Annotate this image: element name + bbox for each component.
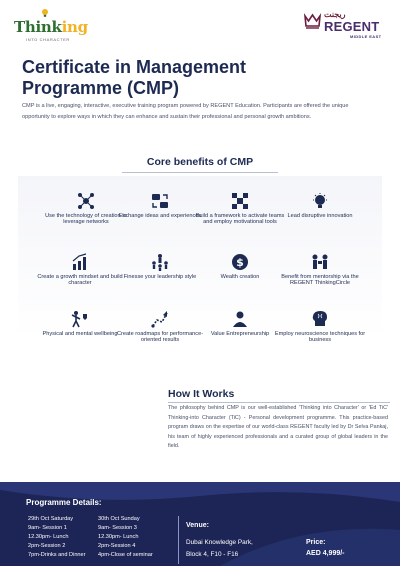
entrepreneur-icon	[231, 310, 249, 328]
schedule-line: 12.30pm- Lunch	[28, 534, 69, 540]
benefit-label: Exchange ideas and experiences	[118, 213, 202, 219]
thinking-logo-text: Thinking	[14, 18, 88, 36]
schedule-line: 4pm-Close of seminar	[98, 552, 153, 558]
benefit-label: Create roadmaps for performance-oriented results	[116, 331, 204, 344]
how-it-works-divider	[168, 402, 390, 403]
price-value: AED 4,999/-	[306, 550, 345, 557]
benefit-label: Lead disruptive innovation	[287, 213, 353, 219]
exchange-icon	[151, 192, 169, 210]
venue-address	[186, 537, 276, 561]
benefit-label: Value Entrepreneurship	[210, 331, 270, 337]
venue-line: Block 4, F10 - F16	[186, 551, 239, 558]
benefit-label: Use the technology of creation to leverage networks	[45, 213, 127, 226]
thinking-logo	[14, 10, 94, 40]
benefits-divider	[122, 172, 278, 173]
regent-brand-text: REGENT	[324, 19, 380, 34]
schedule-line: 9am- Session 1	[28, 525, 67, 531]
network-icon	[77, 192, 95, 210]
lightbulb-icon	[311, 192, 329, 210]
title-line-1: Certificate in Management	[22, 57, 247, 77]
benefit-label: Build a framework to activate teams and employ motivational tools	[195, 213, 285, 226]
schedule-line: 30th Oct Sunday	[98, 516, 140, 522]
leadership-icon	[151, 253, 169, 271]
benefits-heading: Core benefits of CMP	[146, 156, 254, 168]
benefit-label: Benefit from mentorship via the REGENT ThinkingCircle	[281, 274, 359, 287]
benefit-label: Physical and mental wellbeing	[42, 331, 118, 337]
growth-chart-icon	[71, 253, 89, 271]
day-two-schedule	[98, 515, 172, 560]
benefit-label: Finesse your leadership style	[123, 274, 197, 280]
schedule-line: 29th Oct Saturday	[28, 516, 74, 522]
regent-subtitle: MIDDLE EAST	[350, 34, 382, 39]
lightbulb-logo-icon	[40, 8, 50, 18]
how-it-works-heading: How It Works	[168, 388, 235, 400]
svg-text:$: $	[236, 256, 244, 269]
how-it-works-paragraph: The philosophy behind CMP is our well-established 'Thinking into Character' or 'Ed TiC' Thinking-into Character (TiC) - Personal development programme. This practice-based program draws on the expertise of our world-class REGENT faculty led by Dr Selva Pankaj, his team of highly experienced professionals and a curated group of global leaders in the field.	[168, 405, 388, 450]
venue-divider	[178, 516, 179, 564]
intro-paragraph: CMP is a live, engaging, interactive, executive training program powered by REGENT Education. Participants are offered the unique opportunity to explore ways in which they can enhance and sustain their professional and personal growth ambitions.	[22, 103, 349, 120]
framework-icon	[231, 192, 249, 210]
mentorship-icon	[311, 253, 329, 271]
schedule-line: 7pm-Drinks and Dinner	[28, 552, 86, 558]
title-line-2: Programme (CMP)	[22, 78, 180, 98]
regent-arabic-text: ريجنت	[324, 10, 346, 19]
day-one-schedule	[28, 515, 102, 560]
programme-details-heading: Programme Details:	[26, 498, 102, 507]
benefit-label: Create a growth mindset and build character	[37, 274, 123, 287]
venue-label: Venue:	[186, 522, 209, 529]
regent-logo	[304, 10, 388, 40]
benefit-item	[272, 253, 368, 287]
price-label: Price:	[306, 539, 326, 546]
schedule-line: 2pm-Session 2	[28, 543, 66, 549]
schedule-line: 9am- Session 3	[98, 525, 137, 531]
benefit-label: Employ neuroscience techniques for business	[274, 331, 366, 344]
crown-icon	[304, 13, 321, 29]
wellbeing-icon	[71, 310, 89, 328]
page-title	[22, 57, 352, 99]
roadmap-icon	[151, 310, 169, 328]
dollar-icon	[231, 253, 249, 271]
schedule-line: 12.30pm- Lunch	[98, 534, 139, 540]
benefit-item	[272, 310, 368, 344]
thinking-logo-tagline: INTO CHARACTER	[26, 37, 70, 42]
benefit-item	[272, 192, 368, 219]
brain-icon	[311, 310, 329, 328]
venue-line: Dubai Knowledge Park,	[186, 539, 253, 546]
schedule-line: 2pm-Session 4	[98, 543, 136, 549]
benefit-label: Wealth creation	[220, 274, 260, 280]
